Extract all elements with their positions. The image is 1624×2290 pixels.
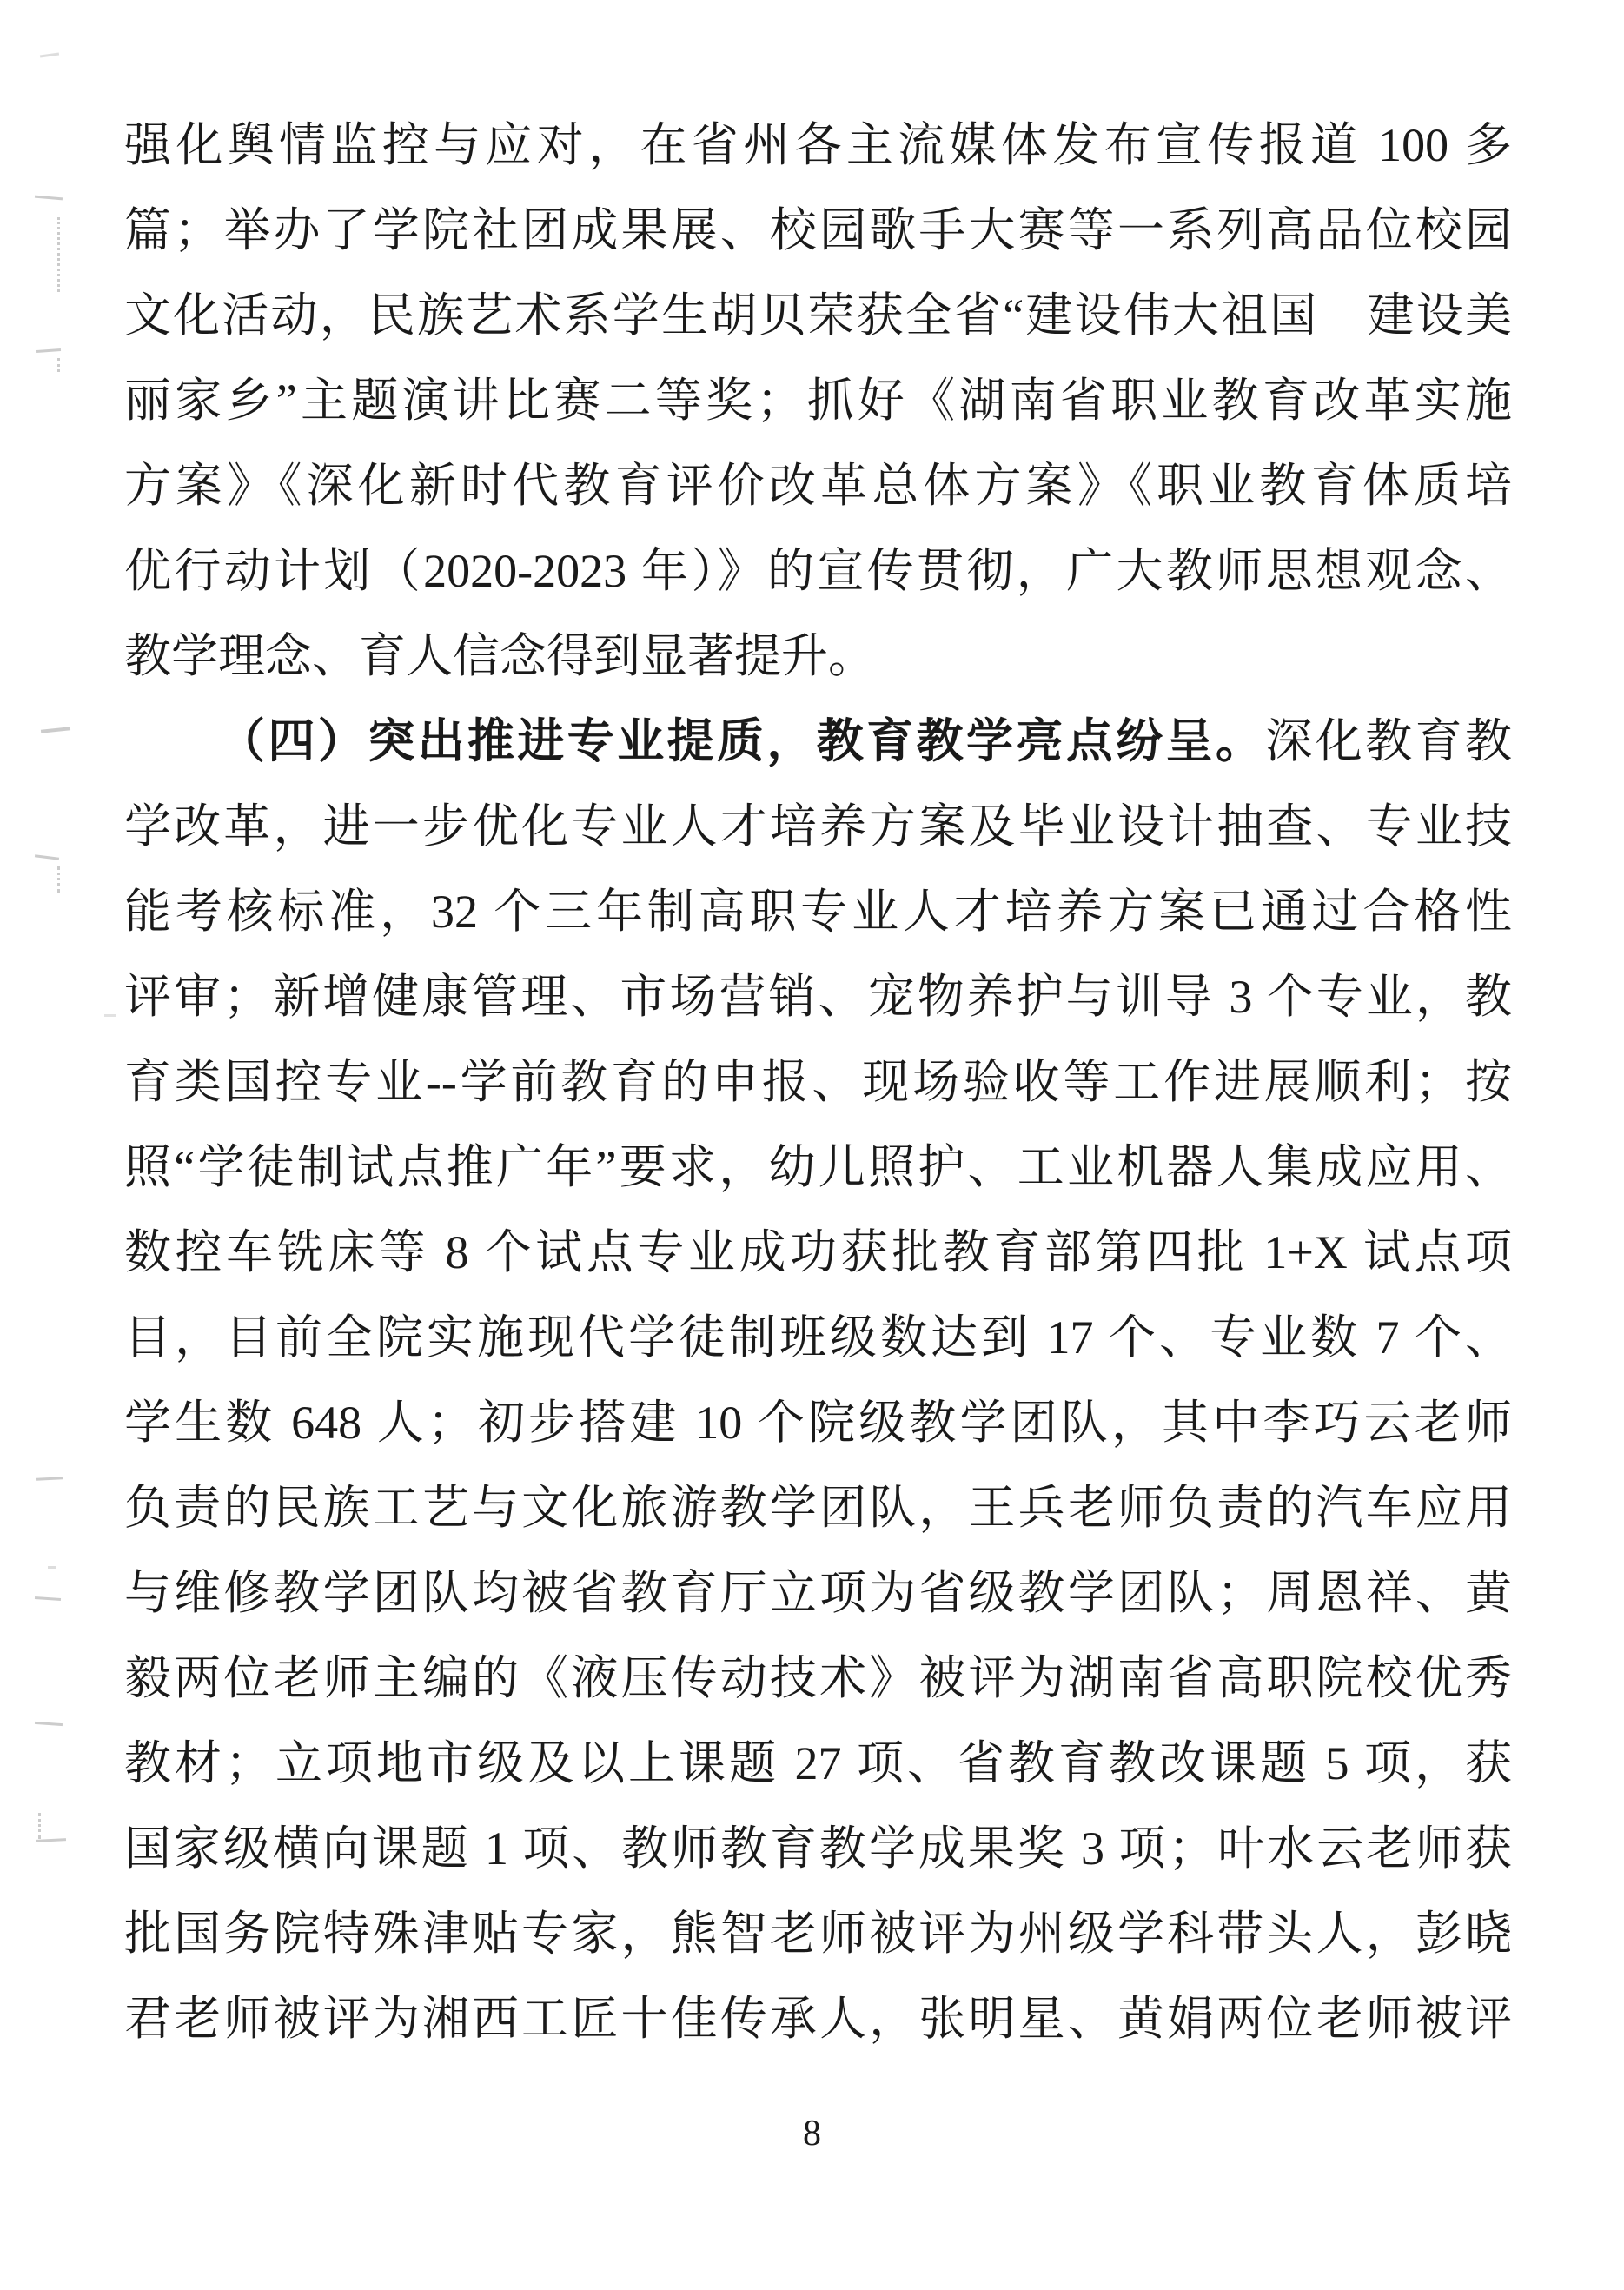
page-number: 8 xyxy=(803,2114,821,2154)
text-line: 教材；立项地市级及以上课题 27 项、省教育教改课题 5 项，获 xyxy=(124,1737,1512,1789)
text-line: 文化活动，民族艺术系学生胡贝荣获全省“建设伟大祖国 建设美 xyxy=(124,289,1512,342)
text-line: 育类国控专业--学前教育的申报、现场验收等工作进展顺利；按 xyxy=(124,1056,1512,1108)
text-line: 学生数 648 人；初步搭建 10 个院级教学团队，其中李巧云老师 xyxy=(124,1397,1512,1449)
text-line: 与维修教学团队均被省教育厅立项为省级教学团队；周恩祥、黄 xyxy=(124,1567,1512,1619)
scan-artifact xyxy=(104,1014,116,1017)
scan-artifact xyxy=(57,217,60,292)
scan-artifact xyxy=(36,1477,63,1481)
text-block xyxy=(124,103,1512,2061)
text-line: 篇；举办了学院社团成果展、校园歌手大赛等一系列高品位校园 xyxy=(124,204,1512,256)
text-line: 目，目前全院实施现代学徒制班级数达到 17 个、专业数 7 个、 xyxy=(124,1311,1512,1364)
text-line: 强化舆情监控与应对，在省州各主流媒体发布宣传报道 100 多 xyxy=(124,119,1512,171)
text-line: 批国务院特殊津贴专家，熊智老师被评为州级学科带头人，彭晓 xyxy=(124,1908,1512,1960)
paragraph-heading-bold: （四）突出推进专业提质，教育教学亮点纷呈。 xyxy=(218,715,1266,767)
text-line: 君老师被评为湘西工匠十佳传承人，张明星、黄娟两位老师被评 xyxy=(124,1993,1512,2045)
scan-artifact xyxy=(57,358,60,372)
text-line: 能考核标准，32 个三年制高职专业人才培养方案已通过合格性 xyxy=(124,886,1512,938)
scan-artifact xyxy=(48,1566,56,1569)
scan-artifact xyxy=(35,1596,61,1601)
paragraph-heading-rest: 深化教育教 xyxy=(1265,715,1513,767)
text-line: 数控车铣床等 8 个试点专业成功获批教育部第四批 1+X 试点项 xyxy=(124,1226,1512,1278)
paragraph-heading-line xyxy=(124,699,1512,784)
scan-artifact xyxy=(57,866,60,893)
text-line: 评审；新增健康管理、市场营销、宠物养护与训导 3 个专业，教 xyxy=(124,971,1512,1023)
scan-artifact xyxy=(35,196,63,201)
scan-artifact xyxy=(36,348,61,353)
text-line: 学改革，进一步优化专业人才培养方案及毕业设计抽查、专业技 xyxy=(124,800,1512,853)
text-line: 负责的民族工艺与文化旅游教学团队，王兵老师负责的汽车应用 xyxy=(124,1482,1512,1534)
text-line: 丽家乡”主题演讲比赛二等奖；抓好《湖南省职业教育改革实施 xyxy=(124,375,1512,427)
text-line: 毅两位老师主编的《液压传动技术》被评为湖南省高职院校优秀 xyxy=(124,1652,1512,1704)
text-line: 教学理念、育人信念得到显著提升。 xyxy=(124,630,875,682)
scan-artifact xyxy=(41,727,70,733)
scan-artifact xyxy=(38,1813,41,1839)
scan-artifact xyxy=(35,1722,63,1726)
text-line: 方案》《深化新时代教育评价改革总体方案》《职业教育体质培 xyxy=(124,460,1512,512)
text-line: 照“学徒制试点推广年”要求，幼儿照护、工业机器人集成应用、 xyxy=(124,1141,1512,1193)
scan-artifact xyxy=(36,1838,66,1842)
text-line: 国家级横向课题 1 项、教师教育教学成果奖 3 项；叶水云老师获 xyxy=(124,1822,1512,1875)
text-line: 优行动计划（2020-2023 年）》的宣传贯彻，广大教师思想观念、 xyxy=(124,545,1512,597)
scan-artifact xyxy=(40,52,59,57)
scan-artifact xyxy=(35,854,59,860)
